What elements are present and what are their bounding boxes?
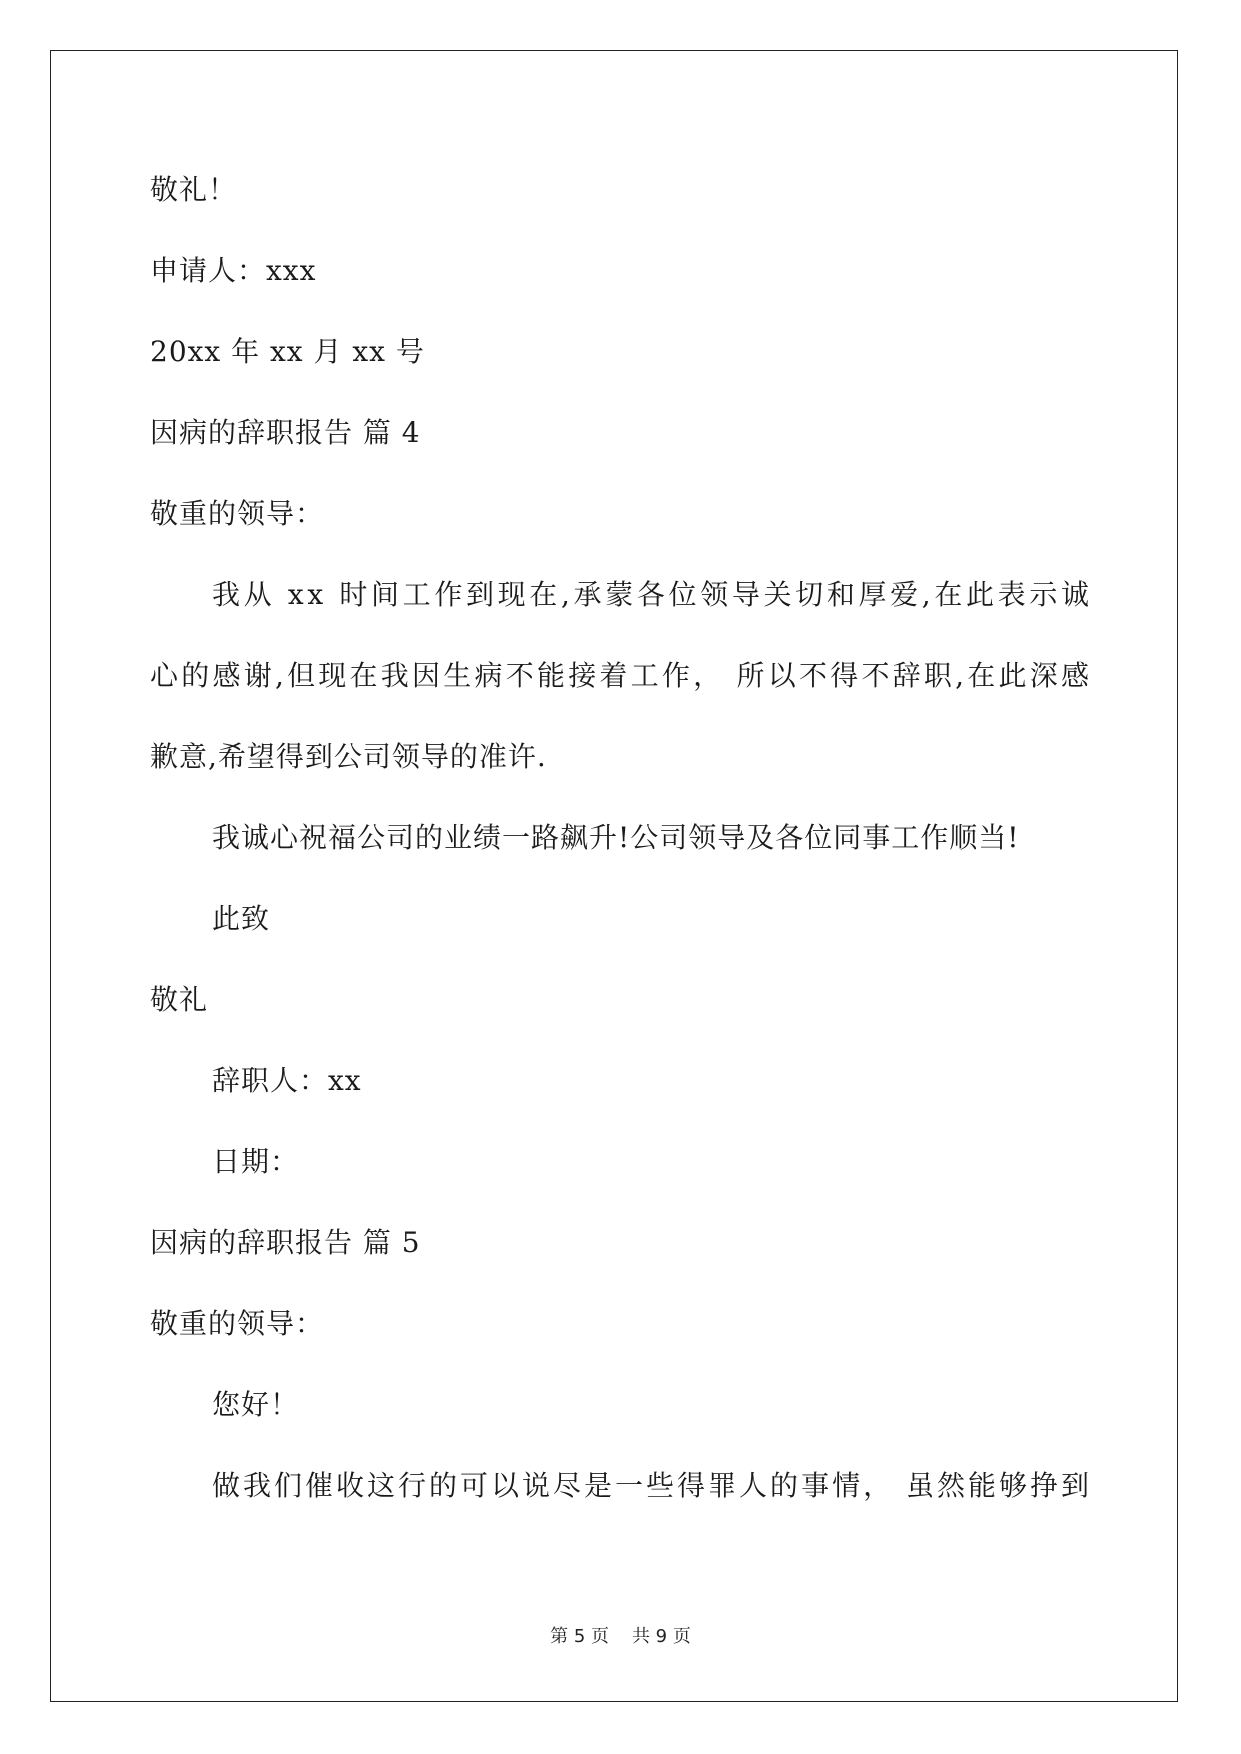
page-border — [50, 50, 1178, 1702]
closing-salute-2: 敬礼 — [150, 983, 209, 1016]
body-paragraph-1-line-2: 心的感谢,但现在我因生病不能接着工作， 所以不得不辞职,在此深感 — [150, 659, 1093, 692]
resigner-line: 辞职人：xx — [212, 1064, 362, 1097]
body-paragraph-2: 我诚心祝福公司的业绩一路飙升!公司领导及各位同事工作顺当! — [212, 821, 1020, 854]
body-paragraph-1-line-3: 歉意,希望得到公司领导的准许. — [150, 740, 547, 773]
page-footer — [0, 1625, 1241, 1649]
closing-phrase: 此致 — [212, 902, 271, 935]
closing-salute-1: 敬礼！ — [150, 173, 238, 206]
page-number-label: 第 5 页 共 9 页 — [550, 1626, 691, 1647]
hello-line: 您好！ — [212, 1388, 300, 1421]
body-paragraph-3-line-1: 做我们催收这行的可以说尽是一些得罪人的事情， 虽然能够挣到 — [212, 1469, 1093, 1502]
greeting-2: 敬重的领导： — [150, 1307, 325, 1340]
date-line-2: 日期： — [212, 1145, 300, 1178]
body-paragraph-1-line-1: 我从 xx 时间工作到现在,承蒙各位领导关切和厚爱,在此表示诚 — [212, 578, 1093, 611]
section-heading-5: 因病的辞职报告 篇 5 — [150, 1226, 421, 1259]
date-line-1: 20xx 年 xx 月 xx 号 — [150, 335, 425, 368]
greeting-1: 敬重的领导： — [150, 497, 325, 530]
section-heading-4: 因病的辞职报告 篇 4 — [150, 416, 421, 449]
applicant-line: 申请人：xxx — [150, 254, 317, 287]
